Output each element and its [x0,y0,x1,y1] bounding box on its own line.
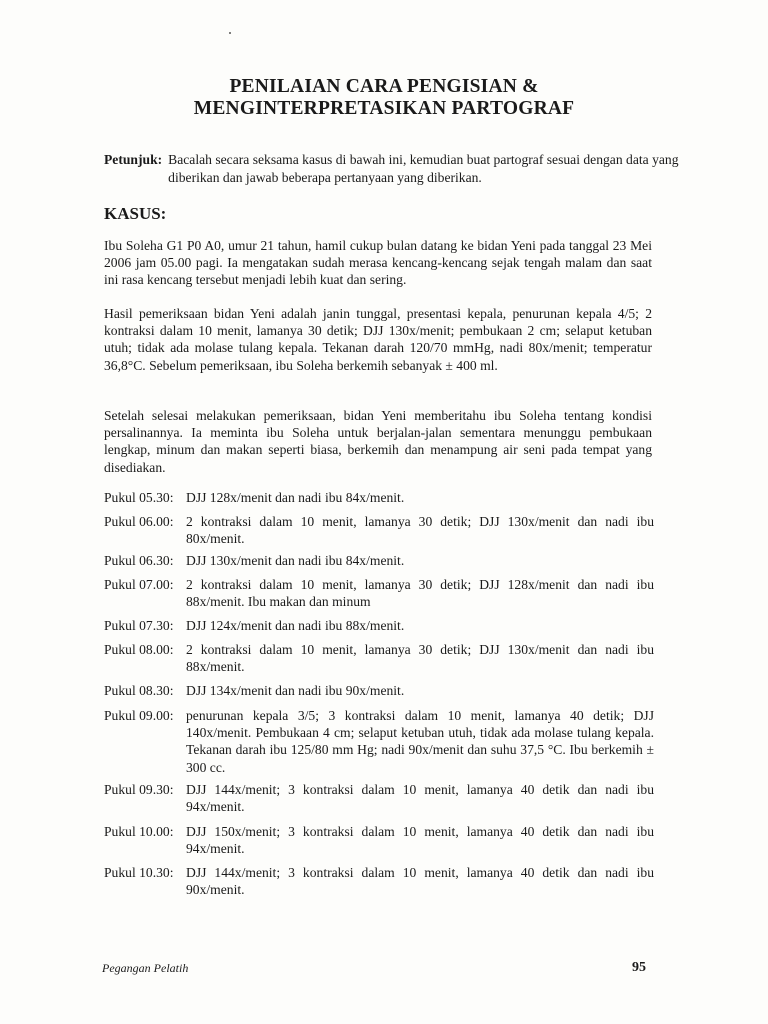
log-entry [104,781,654,815]
scan-speck [229,32,231,34]
log-description: 2 kontraksi dalam 10 menit, lamanya 30 detik; DJJ 130x/menit dan nadi ibu 80x/menit. [186,514,654,547]
log-entry [104,823,654,857]
log-description: DJJ 128x/menit dan nadi ibu 84x/menit. [186,490,405,505]
footer-book-title: Pegangan Pelatih [102,961,189,975]
log-description: DJJ 124x/menit dan nadi ibu 88x/menit. [186,618,405,633]
case-paragraph-3: Setelah selesai melakukan pemeriksaan, bidan Yeni memberitahu ibu Soleha tentang kondisi persalinannya. Ia meminta ibu Soleha untuk berjalan-jalan sementara menunggu pembukaan lengkap, minum dan makan seperti biasa, berkemih dan menampung air seni pada tempat yang disediakan. [104,408,652,475]
log-description: DJJ 150x/menit; 3 kontraksi dalam 10 menit, lamanya 40 detik dan nadi ibu 94x/menit. [186,824,654,857]
log-description: DJJ 134x/menit dan nadi ibu 90x/menit. [186,683,405,698]
log-description: DJJ 130x/menit dan nadi ibu 84x/menit. [186,553,405,568]
log-time: Pukul 07.30: [104,618,174,633]
log-description: DJJ 144x/menit; 3 kontraksi dalam 10 menit, lamanya 40 detik dan nadi ibu 94x/menit. [186,782,654,815]
page-number: 95 [632,960,646,975]
instructions-label: Petunjuk: [104,152,163,167]
log-description: 2 kontraksi dalam 10 menit, lamanya 30 detik; DJJ 128x/menit dan nadi ibu 88x/menit. Ibu makan dan minum [186,577,654,610]
log-time: Pukul 06.30: [104,553,174,568]
log-time: Pukul 06.00: [104,514,174,529]
log-description: DJJ 144x/menit; 3 kontraksi dalam 10 menit, lamanya 40 detik dan nadi ibu 90x/menit. [186,865,654,898]
log-entry [104,641,654,675]
log-description: penurunan kepala 3/5; 3 kontraksi dalam 10 menit, lamanya 40 detik; DJJ 140x/menit. Pembukaan 4 cm; selaput ketuban utuh, tidak ada molase tulang kepala. Tekanan darah ibu 125/80 mm Hg; nadi 90x/menit dan suhu 37,5 °C. Ibu berkemih ± 300 cc. [186,708,654,775]
log-time: Pukul 08.00: [104,642,174,657]
page-title-line-1: PENILAIAN CARA PENGISIAN & [229,76,539,97]
log-time: Pukul 05.30: [104,490,174,505]
log-entry [104,617,654,634]
log-time: Pukul 09.30: [104,782,174,797]
log-entry [104,707,654,776]
log-entry [104,489,654,506]
log-time: Pukul 10.30: [104,865,174,880]
case-heading: KASUS: [104,204,167,223]
case-paragraph-2: Hasil pemeriksaan bidan Yeni adalah janin tunggal, presentasi kepala, penurunan kepala 4/5; 2 kontraksi dalam 10 menit, lamanya 30 detik; DJJ 130x/menit; pembukaan 2 cm; selaput ketuban utuh; tidak ada molase tulang kepala. Tekanan darah 120/70 mmHg, nadi 80x/menit; temperatur 36,8°C. Sebelum pemeriksaan, ibu Soleha berkemih sebanyak ± 400 ml. [104,306,652,373]
log-time: Pukul 08.30: [104,683,174,698]
log-entry [104,552,654,569]
log-description: 2 kontraksi dalam 10 menit, lamanya 30 detik; DJJ 130x/menit dan nadi ibu 88x/menit. [186,642,654,675]
log-entry [104,513,654,547]
log-entry [104,682,654,699]
page-title-line-2: MENGINTERPRETASIKAN PARTOGRAF [193,98,575,119]
log-time: Pukul 07.00: [104,577,174,592]
log-time: Pukul 10.00: [104,824,174,839]
instructions [104,151,684,187]
instructions-text: Bacalah secara seksama kasus di bawah ini, kemudian buat partograf sesuai dengan data yang diberikan dan jawab beberapa pertanyaan yang diberikan. [168,152,679,185]
log-time: Pukul 09.00: [104,708,174,723]
case-paragraph-1: Ibu Soleha G1 P0 A0, umur 21 tahun, hamil cukup bulan datang ke bidan Yeni pada tanggal 23 Mei 2006 jam 05.00 pagi. Ia mengatakan sudah merasa kencang-kencang sejak tengah malam dan saat ini rasa kencang tersebut menjadi lebih kuat dan sering. [104,238,652,288]
log-entry [104,864,654,898]
log-entry [104,576,654,610]
